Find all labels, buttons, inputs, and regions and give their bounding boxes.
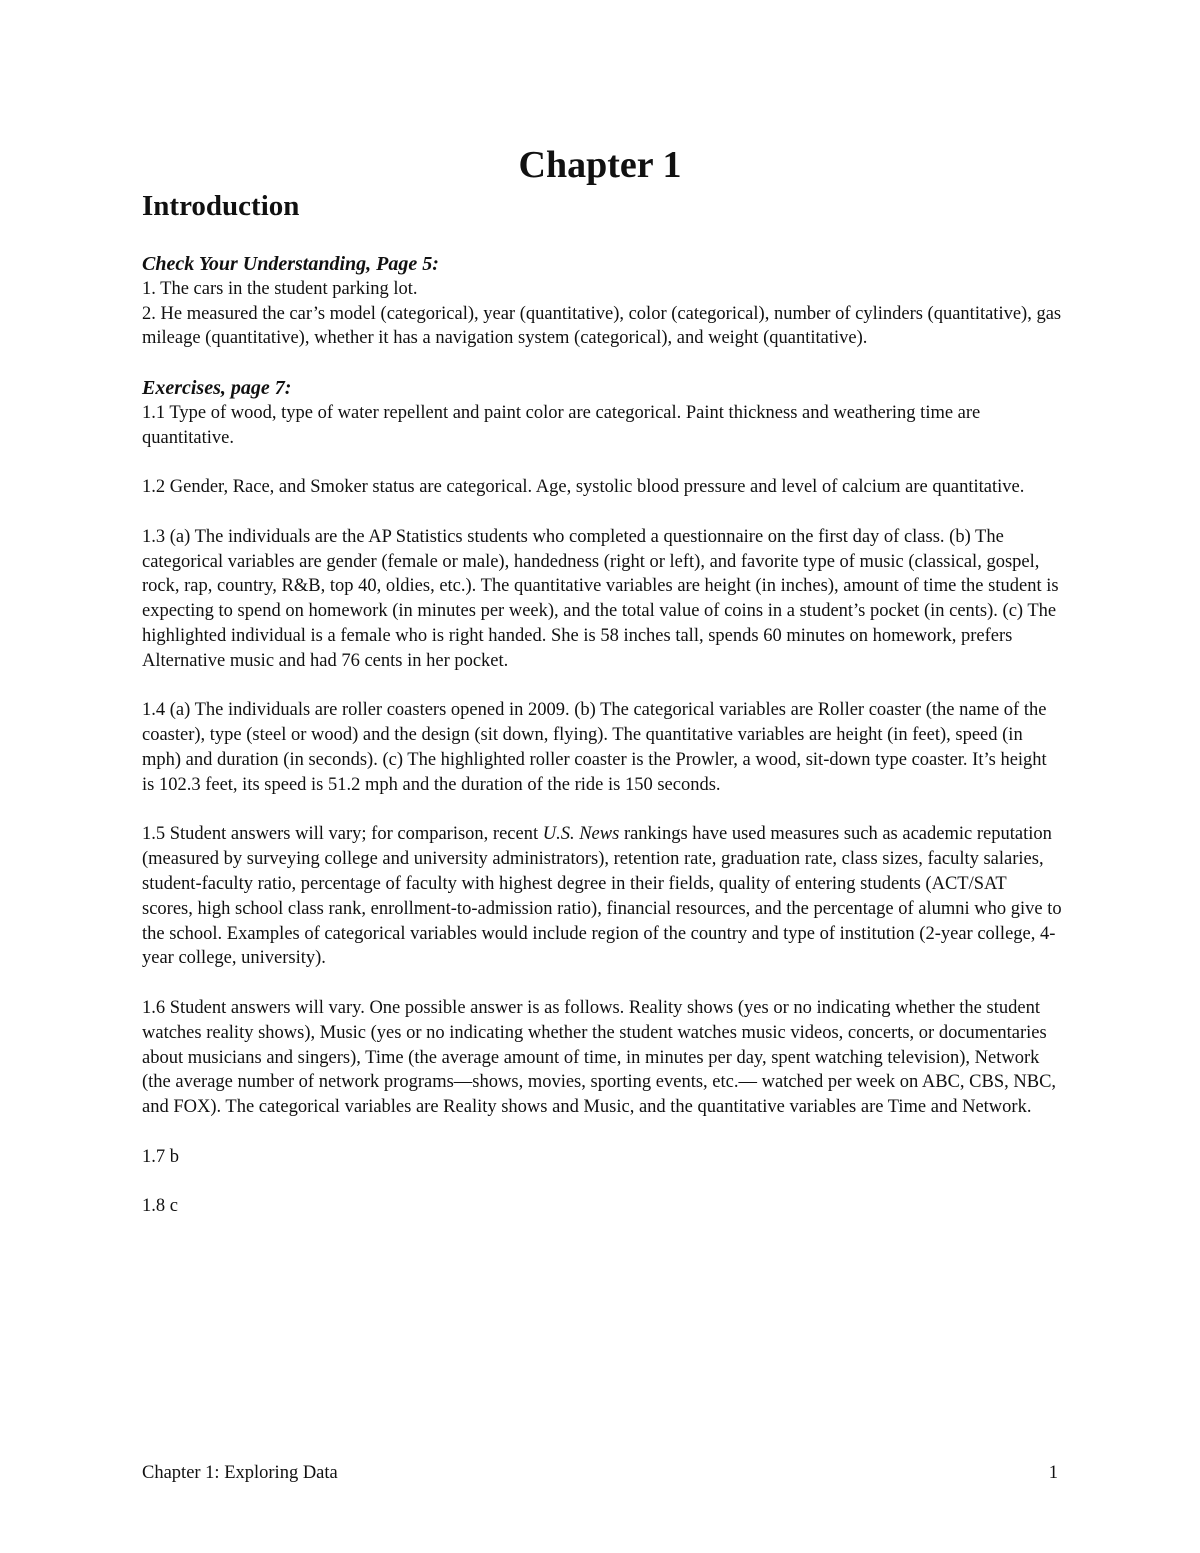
- chapter-title: Chapter 1: [518, 144, 682, 186]
- exercise-1-5-text-end: rankings have used measures such as academic reputation (measured by surveying college and university administrators), retention rate, graduation rate, class sizes, faculty salaries, student-faculty ratio, percentage of faculty with highest degree in their fields, quality of entering students (ACT/SAT: [142, 824, 1052, 894]
- check-understanding-heading: Check Your Understanding, Page 5:: [142, 253, 439, 275]
- exercise-1-5-continued: scores, high school class rank, enrollment-to-admission ratio), financial resources, and the percentage of alumni who give to the school. Examples of categorical variables would include region of the country and type of institution (2-year college, 4-year college, university).: [142, 898, 1062, 969]
- exercise-1-5: [142, 822, 1062, 896]
- check-understanding-item-1: 1. The cars in the student parking lot.: [142, 278, 418, 299]
- section-heading: Introduction: [142, 190, 300, 222]
- exercise-1-5-publication-name: U.S. News: [542, 824, 620, 845]
- footer-page-number: 1: [1048, 1463, 1058, 1483]
- exercise-1-7: 1.7 b: [142, 1146, 179, 1167]
- exercise-1-6: 1.6 Student answers will vary. One possible answer is as follows. Reality shows (yes or no indicating whether the student watches reality shows), Music (yes or no indicating whether the student watches music videos, concerts, or documentaries about musicians and singers), Time (the average amount of time, in minutes per day, spent watching television), Network (the average number of network programs—shows, movies, sporting events, etc.— watched per week on ABC, CBS, NBC, and FOX). The categorical variables are Reality shows and Music, and the quantitative variables are Time and Network.: [142, 997, 1057, 1118]
- exercise-1-4: 1.4 (a) The individuals are roller coasters opened in 2009. (b) The categorical variables are Roller coaster (the name of the coaster), type (steel or wood) and the design (sit down, flying). The quantitative variables are height (in feet), speed (in mph) and duration (in seconds). (c) The highlighted roller coaster is the Prowler, a wood, sit-down type coaster. It’s height is 102.3 feet, its speed is 51.2 mph and the duration of the ride is 150 seconds.: [142, 700, 1047, 795]
- exercise-1-5-text-start: 1.5 Student answers will vary; for comparison, recent: [142, 824, 543, 845]
- check-understanding-item-2: 2. He measured the car’s model (categorical), year (quantitative), color (categorical), number of cylinders (quantitative), gas mileage (quantitative), whether it has a navigation system (categorical), and weight (quantitative).: [142, 303, 1062, 349]
- exercise-1-3: 1.3 (a) The individuals are the AP Statistics students who completed a questionnaire on the first day of class. (b) The categorical variables are gender (female or male), handedness (right or left), and favorite type of music (classical, gospel, rock, rap, country, R&B, top 40, oldies, etc.). The quantitative variables are height (in inches), amount of time the student is expecting to spend on homework (in minutes per week), and the total value of coins in a student’s pocket (in cents). (c) The highlighted individual is a female who is right handed. She is 58 inches tall, spends 60 minutes on homework, prefers Alternative music and had 76 cents in her pocket.: [142, 526, 1059, 671]
- exercises-heading: Exercises, page 7:: [142, 376, 292, 399]
- exercise-1-8: 1.8 c: [142, 1196, 178, 1217]
- exercise-1-2: 1.2 Gender, Race, and Smoker status are categorical. Age, systolic blood pressure and level of calcium are quantitative.: [142, 477, 1025, 498]
- exercise-1-1: 1.1 Type of wood, type of water repellent and paint color are categorical. Paint thickness and weathering time are quantitative.: [142, 402, 981, 448]
- footer-chapter-label: Chapter 1: Exploring Data: [142, 1463, 338, 1483]
- body-content: [142, 252, 1062, 1219]
